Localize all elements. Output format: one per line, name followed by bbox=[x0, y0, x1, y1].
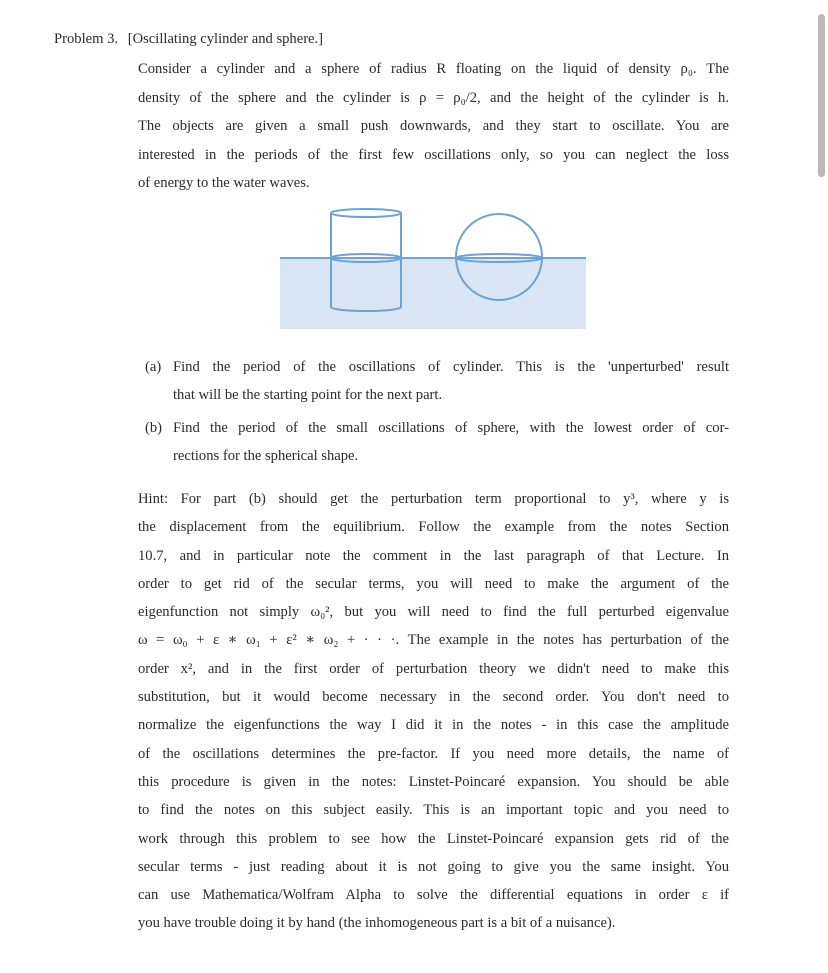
hint-line: of the oscillations determines the pre-factor. If you need more details, the name of bbox=[138, 745, 729, 762]
hint-line: Hint: For part (b) should get the perturbation term proportional to y³, where y is bbox=[138, 491, 729, 507]
scrollbar[interactable] bbox=[818, 14, 825, 177]
hint-line: to find the notes on this subject easily. This is an important topic and you need to bbox=[138, 802, 729, 819]
hint-line: can use Mathematica/Wolfram Alpha to solve the differential equations in order ε if bbox=[138, 887, 729, 904]
problem-number: Problem 3. bbox=[54, 31, 119, 47]
hint-line: secular terms - just reading about it is not going to give you the same insight. You bbox=[138, 858, 729, 875]
problem-heading bbox=[54, 31, 323, 48]
part-b-label: (b) bbox=[145, 420, 163, 436]
hint-paragraph bbox=[138, 485, 729, 938]
hint-line: work through this problem to see how the Linstet-Poincaré expansion gets rid of the bbox=[138, 830, 729, 847]
hint-line: the displacement from the equilibrium. Follow the example from the notes Section bbox=[138, 519, 729, 536]
part-a-line: Find the period of the oscillations of cylinder. This is the 'unperturbed' result bbox=[173, 359, 729, 375]
hint-line: 10.7, and in particular note the comment in the last paragraph of that Lecture. In bbox=[138, 547, 729, 564]
part-a bbox=[145, 353, 729, 410]
part-b-line: rections for the spherical shape. bbox=[173, 448, 359, 465]
hint-line: this procedure is given in the notes: Linstet-Poincaré expansion. You should be able bbox=[138, 773, 729, 790]
hint-line: substitution, but it would become necessary in the second order. You don't need to bbox=[138, 689, 729, 706]
floating-objects-figure bbox=[280, 205, 586, 329]
intro-line: of energy to the water waves. bbox=[138, 175, 310, 192]
intro-line: interested in the periods of the first few oscillations only, so you can neglect the loss bbox=[138, 146, 729, 163]
intro-paragraph bbox=[138, 55, 729, 198]
part-b-line: Find the period of the small oscillations of sphere, with the lowest order of cor- bbox=[173, 420, 729, 436]
part-a-line: that will be the starting point for the next part. bbox=[173, 387, 443, 404]
hint-line: ω = ω₀ + ε ∗ ω₁ + ε² ∗ ω₂ + · · ·. The example in the notes has perturbation of the bbox=[138, 632, 729, 649]
intro-line: The objects are given a small push downwards, and they start to oscillate. You are bbox=[138, 118, 729, 135]
part-b bbox=[145, 414, 729, 471]
hint-line: order to get rid of the secular terms, you will need to make the argument of the bbox=[138, 575, 729, 592]
hint-line: normalize the eigenfunctions the way I did it in the notes - in this case the amplitude bbox=[138, 717, 729, 734]
hint-line: you have trouble doing it by hand (the inhomogeneous part is a bit of a nuisance). bbox=[138, 915, 616, 932]
intro-line: Consider a cylinder and a sphere of radius R floating on the liquid of density ρ₀. The bbox=[138, 61, 729, 77]
intro-line: density of the sphere and the cylinder is ρ = ρ₀/2, and the height of the cylinder is h. bbox=[138, 89, 729, 106]
hint-line: eigenfunction not simply ω₀², but you will need to find the full perturbed eigenvalue bbox=[138, 604, 729, 621]
part-a-label: (a) bbox=[145, 359, 162, 375]
hint-line: order x², and in the first order of perturbation theory we didn't need to make this bbox=[138, 660, 729, 677]
problem-title: [Oscillating cylinder and sphere.] bbox=[127, 31, 324, 47]
